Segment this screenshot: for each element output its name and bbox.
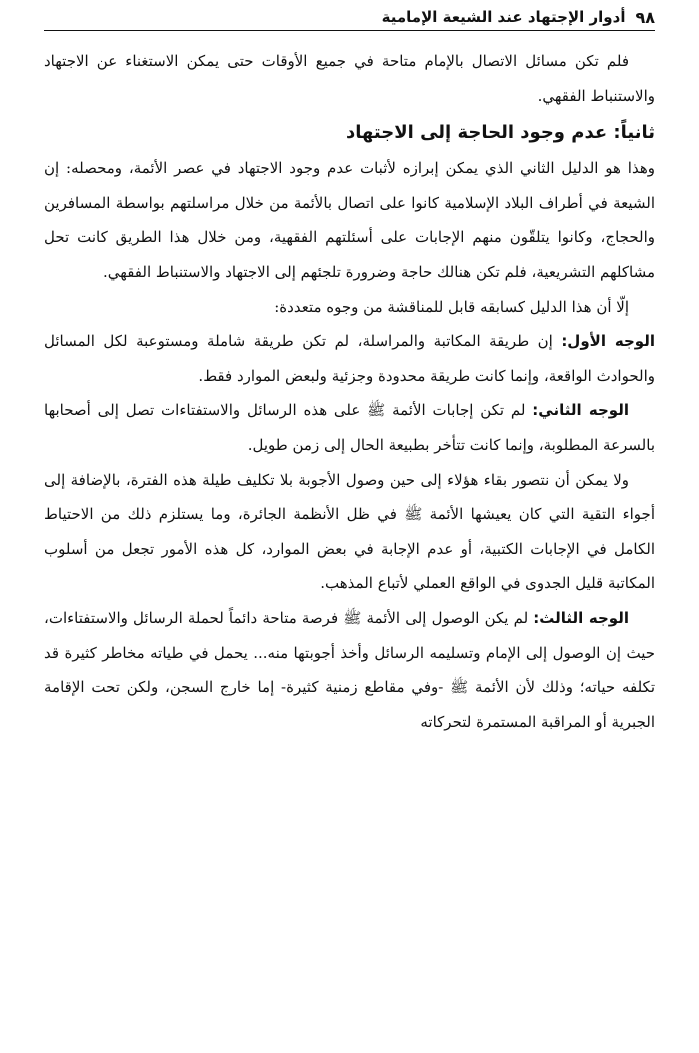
first-aspect-label: الوجه الأول: xyxy=(561,332,655,351)
running-title: أدوار الإجتهاد عند الشيعة الإمامية xyxy=(381,8,626,26)
page-header xyxy=(44,4,655,31)
second-aspect-text: لم تكن إجابات الأئمة ﷺ على هذه الرسائل والاستفتاءات تصل إلى أصحابها بالسرعة المطلوبة، وإنما كانت تتأخر بطبيعة الحال إلى زمن طويل. xyxy=(44,401,655,454)
first-aspect-text: إن طريقة المكاتبة والمراسلة، لم تكن طريقة شاملة ومستوعبة لكل المسائل والحوادث الواقعة، وإنما كانت طريقة محدودة وجزئية ولبعض الموارد فقط. xyxy=(44,332,655,385)
third-aspect-text: لم يكن الوصول إلى الأئمة ﷺ فرصة متاحة دائماً لحملة الرسائل والاستفتاءات، حيث إن الوصول إلى الإمام وتسليمه الرسائل وأخذ أجوبتها منه... يحمل في طياته مخاطر كثيرة قد تكلفه حياته؛ وذلك لأن الأئمة ﷺ -وفي مقاطع زمنية كثيرة- إما خارج السجن، ولكن تحت الإقامة الجبرية أو المراقبة المستمرة لتحركاته xyxy=(44,608,655,731)
paragraph-second-aspect xyxy=(44,393,655,462)
third-aspect-label: الوجه الثالث: xyxy=(533,608,629,627)
paragraph-3: إلّا أن هذا الدليل كسابقه قابل للمناقشة من وجوه متعددة: xyxy=(274,297,629,316)
paragraph-1: فلم تكن مسائل الاتصال بالإمام متاحة في جميع الأوقات حتى يمكن الاستغناء عن الاجتهاد والاستنباط الفقهي. xyxy=(44,52,655,105)
page-number: ٩٨ xyxy=(635,7,655,27)
paragraph-third-aspect xyxy=(44,601,655,739)
page-body xyxy=(44,44,655,739)
paragraph-2: وهذا هو الدليل الثاني الذي يمكن إبرازه لأثبات عدم وجود الاجتهاد في عصر الأئمة، ومحصله: إن الشيعة في أطراف البلاد الإسلامية كانوا على اتصال بالأئمة من خلال مراسلتهم بواسطة المسافرين والحجاج، وكانوا يتلقّون منهم الإجابات على أسئلتهم الفقهية، ومن خلال هذا الطريق كانت تحل مشاكلهم التشريعية، فلم تكن هنالك حاجة وضرورة تلجئهم إلى الاجتهاد والاستنباط الفقهي. xyxy=(44,159,655,281)
paragraph-6: ولا يمكن أن نتصور بقاء هؤلاء إلى حين وصول الأجوبة بلا تكليف طيلة هذه الفترة، بالإضافة إلى أجواء التقية التي كان يعيشها الأئمة ﷺ في ظل الأنظمة الجائرة، وما يستلزم ذلك من الاحتياط الكامل في الإجابات الكتبية، أو عدم الإجابة في بعض الموارد، كل هذه الأمور تجعل من أسلوب المكاتبة قليل الجدوى في الواقع العملي لأتباع المذهب. xyxy=(44,470,655,593)
paragraph-first-aspect xyxy=(44,324,655,393)
second-aspect-label: الوجه الثاني: xyxy=(532,401,629,420)
section-heading: ثانياً: عدم وجود الحاجة إلى الاجتهاد xyxy=(346,122,655,144)
